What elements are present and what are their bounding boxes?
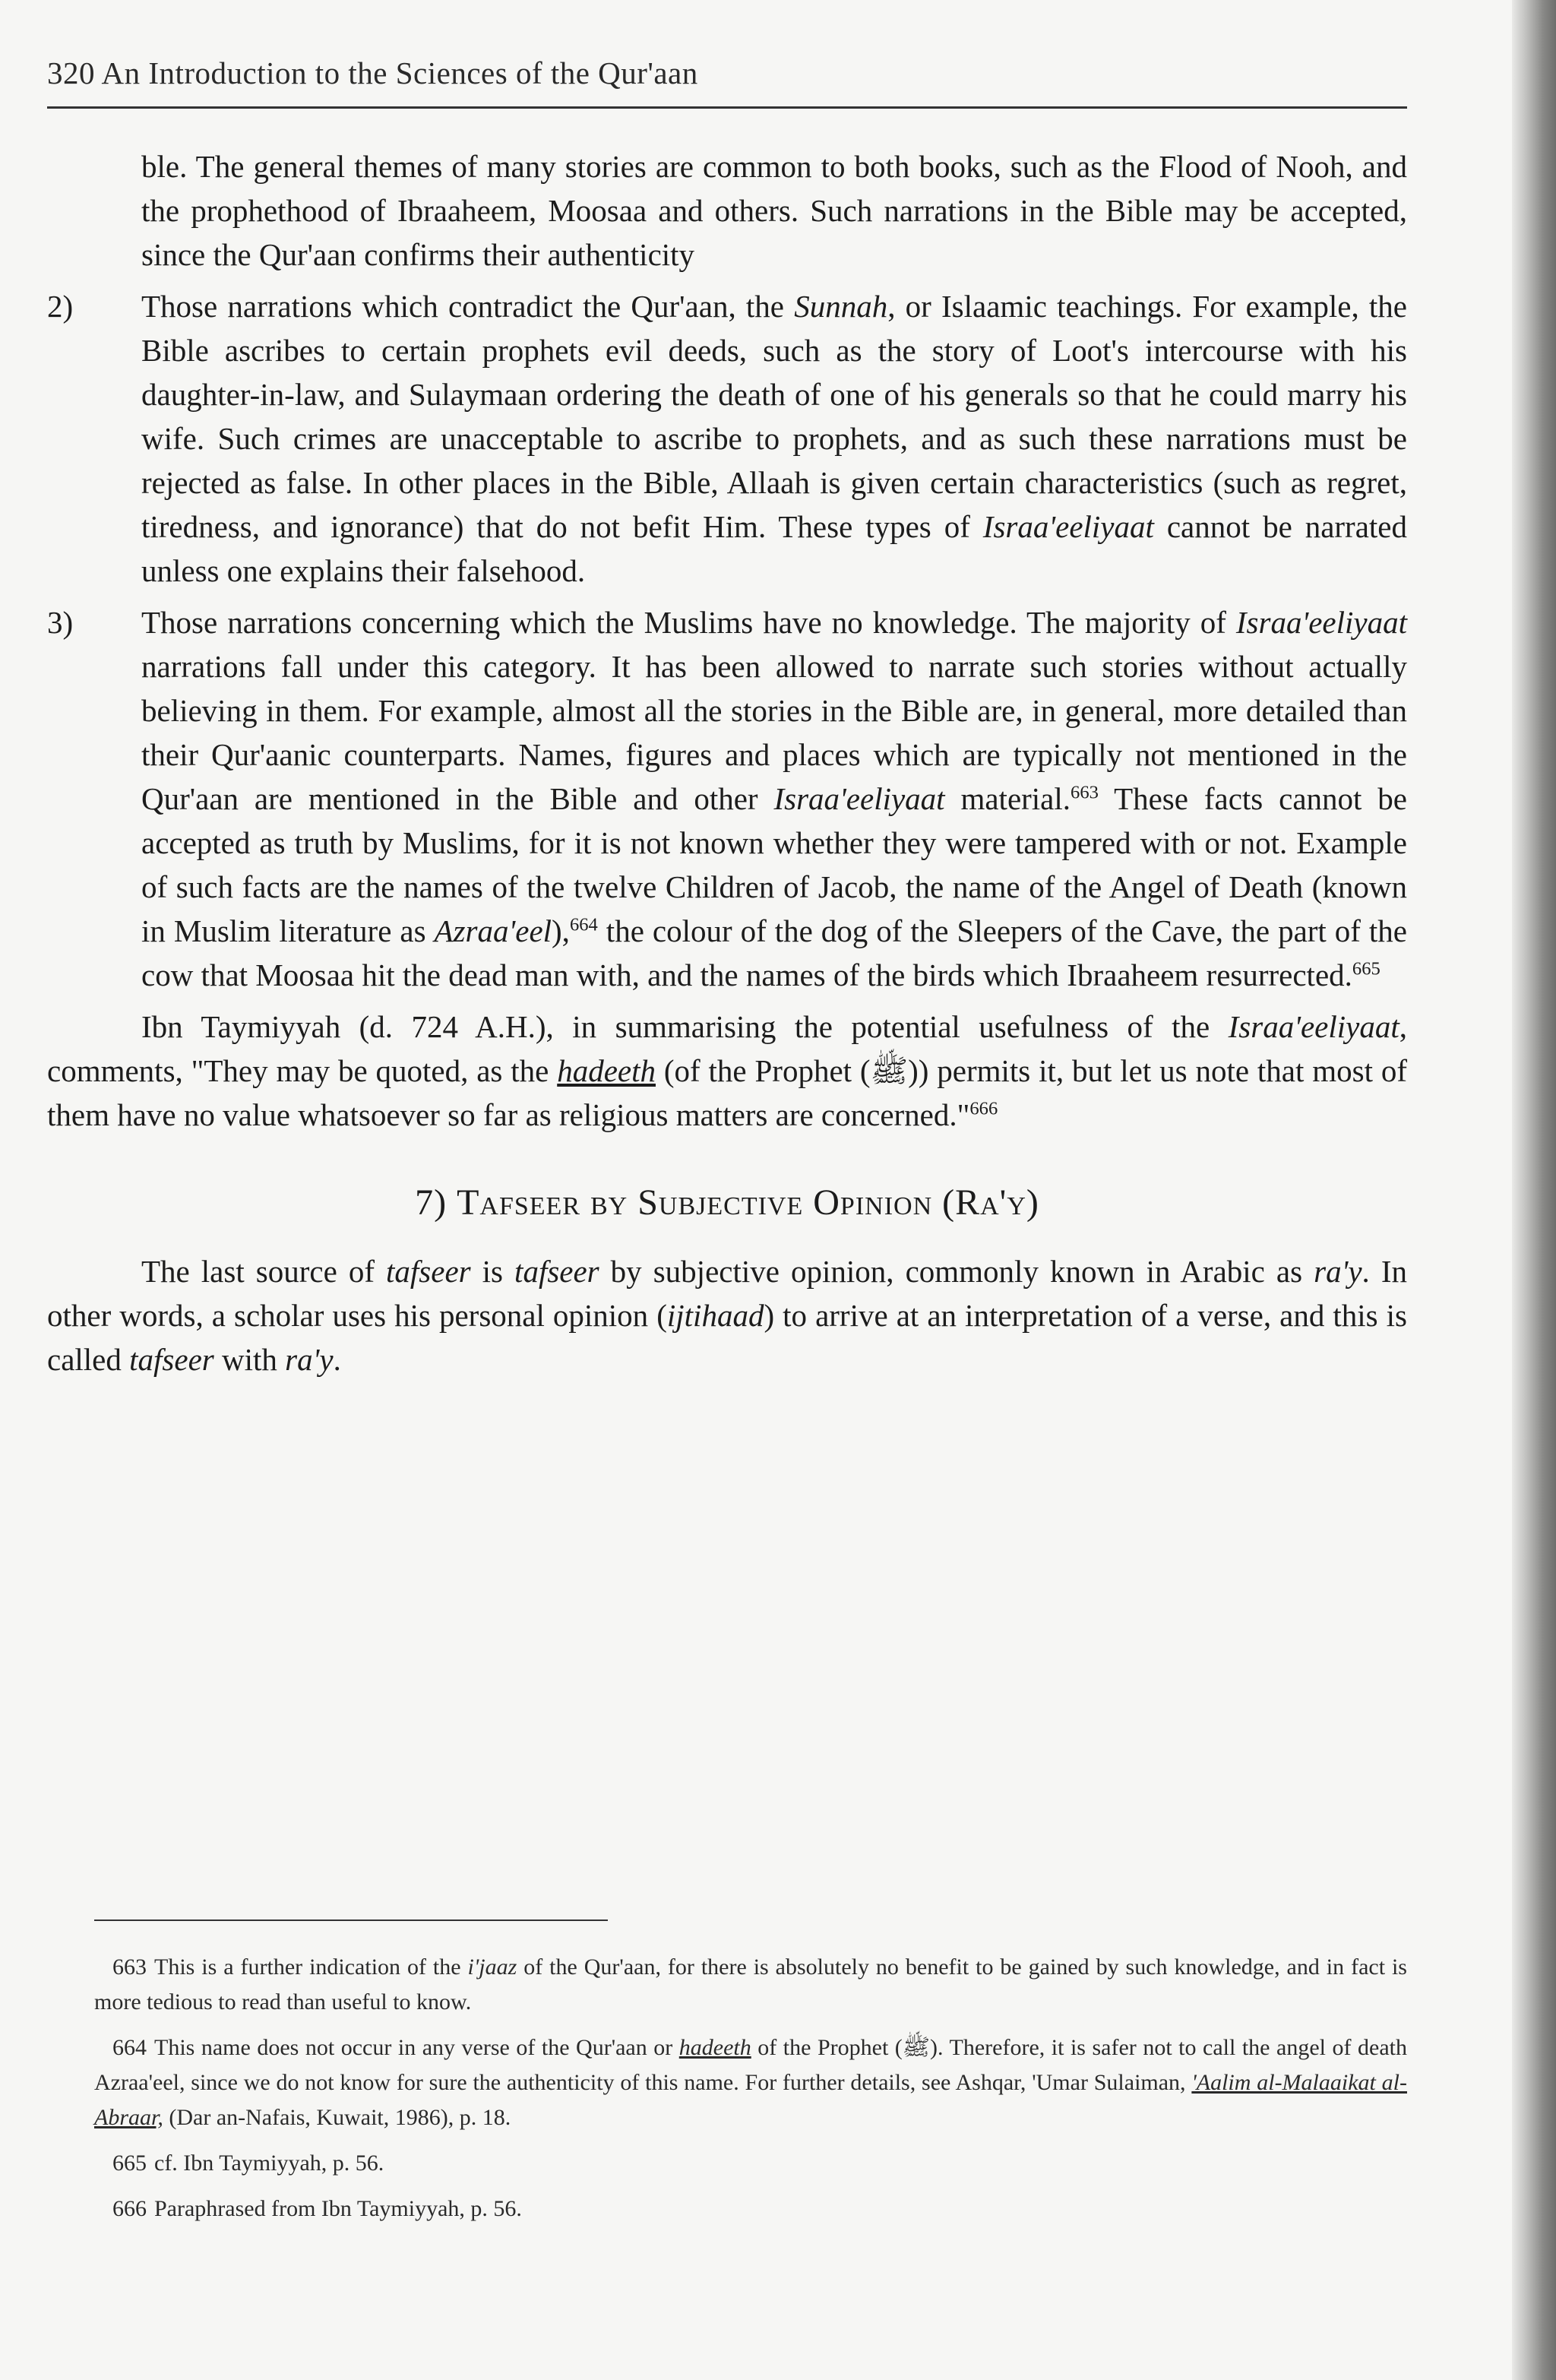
text-run: narrations fall under this category. It has been allowed to narrate such stories without actually believing in them. For example, almost all the stories in the Bible are, in general, more detailed than their Qur'aanic counterparts. Names, figures and places which are typically not mentioned in the Qur'aan are mentioned in the Bible and other: [141, 649, 1407, 816]
italic-term: tafseer: [386, 1254, 471, 1289]
text-run: ) to arrive at an interpretation of a verse, and this is called: [47, 1298, 1408, 1377]
footnote-rule: [94, 1920, 608, 1921]
footnote-665: [94, 2146, 1407, 2181]
text-run: cf. Ibn Taymiyyah, p. 56.: [154, 2151, 384, 2176]
ray-paragraph: [47, 1249, 1407, 1381]
italic-term: Israa'eeliyaat: [773, 781, 945, 816]
text-run: These facts cannot be accepted as truth by Muslims, for it is not known whether they were tampered with or not. Example of such facts are the names of the twelve Children of Jacob, the name of the Angel of Death (known in Muslim literature as: [141, 781, 1407, 948]
body-text: [47, 144, 1407, 1381]
text-run: This name does not occur in any verse of the Qur'aan or: [154, 2035, 679, 2060]
italic-term: hadeeth: [678, 2035, 751, 2060]
text-run: (of the Prophet (ﷺ)) permits it, but let us note that most of them have no value whatsoever so far as religious matters are concerned.": [47, 1053, 1408, 1132]
section-number: 7): [415, 1182, 457, 1223]
text-run: Those narrations concerning which the Muslims have no knowledge. The majority of: [141, 605, 1236, 640]
text-run: , or Islaamic teachings. For example, the Bible ascribes to certain prophets evil deeds, such as the story of Loot's intercourse with his daughter-in-law, and Sulaymaan ordering the death of one of his generals so that he could marry his wife. Such crimes are unacceptable to ascribe to prophets, and as such these narrations must be rejected as false. In other places in the Bible, Allaah is given certain characteristics (such as regret, tiredness, and ignorance) that do not befit Him. These types of: [141, 289, 1407, 544]
footnote-number: 666: [112, 2196, 147, 2221]
ibn-taymiyyah-paragraph: [47, 1005, 1407, 1137]
italic-term: tafseer: [514, 1254, 599, 1289]
continuation-paragraph: ble. The general themes of many stories are common to both books, such as the Flood of Nooh, and the prophethood of Ibraaheem, Moosaa and others. Such narrations in the Bible may be accepted, since the Qur'aan confirms their authenticity: [141, 149, 1407, 272]
footnote-ref[interactable]: 666: [969, 1098, 998, 1119]
text-run: The last source of: [141, 1254, 387, 1289]
italic-term: Israa'eeliyaat: [982, 509, 1154, 544]
footnote-663: [94, 1950, 1407, 2020]
text-run: (Dar an-Nafais, Kuwait, 1986), p. 18.: [163, 2105, 511, 2130]
footnote-number: 664: [112, 2035, 147, 2060]
text-run: , comments, "They may be quoted, as the: [47, 1009, 1407, 1088]
list-item-3: [47, 600, 1407, 997]
footnotes: [94, 1950, 1407, 2237]
italic-term: ijtihaad: [666, 1298, 764, 1333]
footnote-number: 665: [112, 2151, 147, 2176]
text-run: cannot be narrated unless one explains their falsehood.: [141, 509, 1407, 588]
text-run: with: [213, 1342, 286, 1377]
italic-term: Israa'eeliyaat: [1228, 1009, 1399, 1044]
list-number: 3): [47, 605, 74, 640]
text-run: This is a further indication of the: [154, 1954, 468, 1980]
italic-term: ra'y: [285, 1342, 334, 1377]
footnote-664: [94, 2030, 1407, 2135]
text-run: Ibn Taymiyyah (d. 724 A.H.), in summarising the potential usefulness of the: [141, 1009, 1229, 1044]
italic-term: Sunnah: [794, 289, 888, 324]
text-run: of the Qur'aan, for there is absolutely no benefit to be gained by such knowledge, and in fact is more tedious to read than useful to know.: [94, 1954, 1407, 2014]
italic-term: hadeeth: [557, 1053, 656, 1088]
binding-shadow: [1512, 0, 1556, 2380]
footnote-666: [94, 2192, 1407, 2227]
running-head: 320 An Introduction to the Sciences of the Qur'aan: [47, 55, 698, 90]
footnote-number: 663: [112, 1954, 147, 1980]
text-run: .: [333, 1342, 341, 1377]
text-run: the colour of the dog of the Sleepers of the Cave, the part of the cow that Moosaa hit the dead man with, and the names of the birds which Ibraaheem resurrected.: [141, 913, 1408, 992]
text-run: by subjective opinion, commonly known in Arabic as: [599, 1254, 1314, 1289]
text-run: ),: [552, 913, 570, 948]
text-run: material.: [944, 781, 1071, 816]
header-rule: [47, 106, 1407, 109]
text-run: Those narrations which contradict the Qur'aan, the: [141, 289, 795, 324]
book-title: 'Aalim al-Malaaikat al-Abraar,: [94, 2070, 1407, 2130]
footnote-ref[interactable]: 665: [1352, 958, 1380, 980]
italic-term: Azraa'eel: [434, 913, 552, 948]
list-number: 2): [47, 289, 74, 324]
footnote-ref[interactable]: 663: [1071, 782, 1099, 803]
italic-term: ra'y: [1314, 1254, 1362, 1289]
text-run: is: [470, 1254, 515, 1289]
text-run: Paraphrased from Ibn Taymiyyah, p. 56.: [154, 2196, 522, 2221]
footnote-ref[interactable]: 664: [569, 914, 598, 935]
text-run: . In other words, a scholar uses his personal opinion (: [47, 1254, 1407, 1333]
section-heading: [47, 1181, 1407, 1225]
section-title: Tafseer by Subjective Opinion (Ra'y): [457, 1182, 1039, 1223]
list-item-2: [47, 284, 1407, 593]
text-run: of the Prophet (ﷺ). Therefore, it is safer not to call the angel of death Azraa'eel, since we do not know for sure the authenticity of this name. For further details, see Ashqar, 'Umar Sulaiman,: [94, 2035, 1407, 2095]
italic-term: tafseer: [129, 1342, 214, 1377]
italic-term: i'jaaz: [467, 1954, 517, 1980]
italic-term: Israa'eeliyaat: [1235, 605, 1407, 640]
